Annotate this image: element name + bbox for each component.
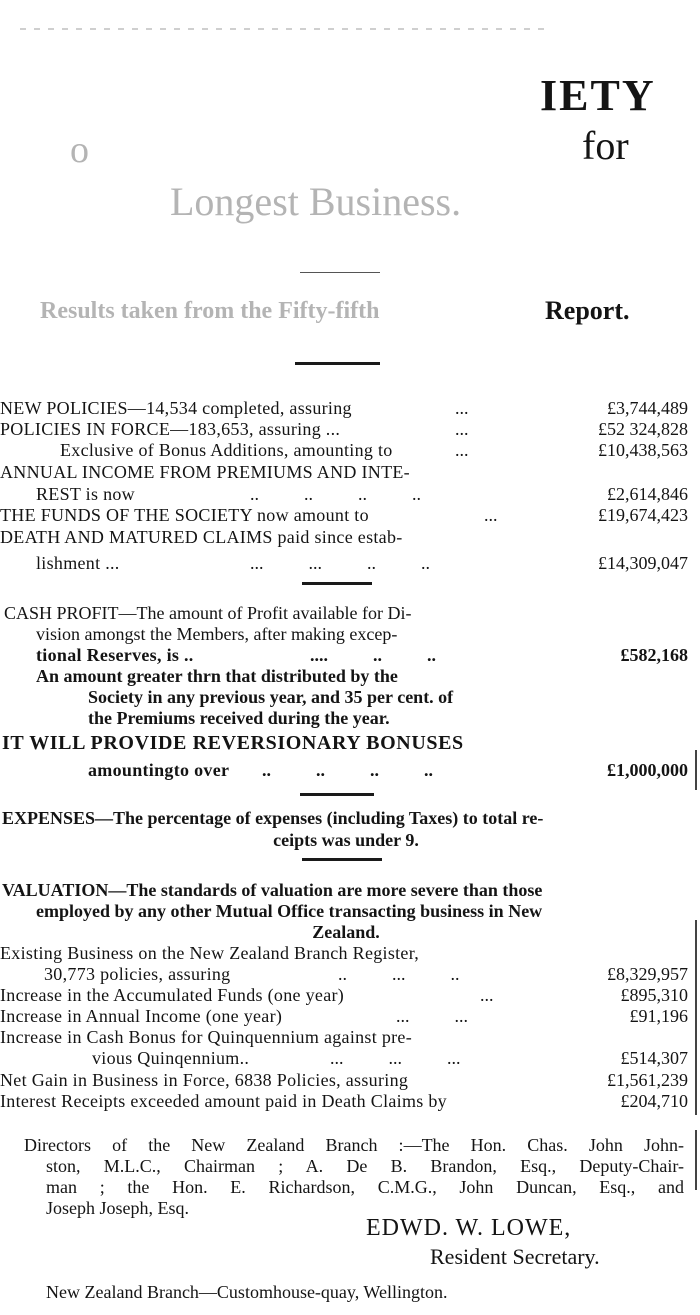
stat-leader: .... .. .. bbox=[310, 645, 436, 665]
stat-label: 30,773 policies, assuring bbox=[44, 964, 231, 984]
cash-profit-line: CASH PROFIT—The amount of Profit available for Di- bbox=[4, 603, 412, 623]
cash-profit-note: An amount greater thrn that distributed by the bbox=[36, 666, 398, 686]
stat-value: £52 324,828 bbox=[598, 419, 688, 439]
stat-label: REST is now bbox=[36, 484, 135, 504]
stat-value: £10,438,563 bbox=[598, 440, 688, 460]
stat-label: Increase in the Accumulated Funds (one year) bbox=[0, 985, 345, 1005]
stat-value: £1,561,239 bbox=[607, 1070, 688, 1090]
stat-label: Increase in Annual Income (one year) bbox=[0, 1006, 283, 1026]
section-divider-2 bbox=[302, 582, 372, 585]
section-divider-3 bbox=[300, 793, 374, 796]
stat-leader: .. ... .. bbox=[338, 964, 460, 984]
cash-profit-value: £582,168 bbox=[620, 645, 688, 665]
expenses-line: ceipts was under 9. bbox=[273, 830, 419, 850]
society-heading: IETY bbox=[540, 71, 656, 120]
valuation-line: employed by any other Mutual Office transacting business in New bbox=[36, 901, 543, 921]
stat-label: POLICIES IN FORCE—183,653, assuring ... bbox=[0, 419, 341, 439]
valuation-line: VALUATION—The standards of valuation are more severe than those bbox=[2, 880, 543, 900]
report-word: Report. bbox=[545, 296, 630, 325]
reversionary-heading: IT WILL PROVIDE REVERSIONARY BONUSES bbox=[2, 732, 464, 754]
reversionary-value: £1,000,000 bbox=[607, 760, 688, 780]
stat-label: Increase in Cash Bonus for Quinquennium against pre- bbox=[0, 1027, 413, 1047]
stat-leader: ... bbox=[455, 398, 469, 418]
stat-value: £204,710 bbox=[620, 1091, 688, 1111]
section-divider-1 bbox=[295, 362, 380, 365]
stat-leader: .. .. .. .. bbox=[250, 484, 421, 504]
directors-line: Directors of the New Zealand Branch :—The Hon. Chas. John John- bbox=[24, 1135, 684, 1155]
stat-label: NEW POLICIES—14,534 completed, assuring bbox=[0, 398, 352, 418]
cash-profit-note: Society in any previous year, and 35 per cent. of bbox=[88, 687, 454, 707]
stat-label: DEATH AND MATURED CLAIMS paid since estab- bbox=[0, 527, 403, 547]
section-divider-4 bbox=[302, 858, 382, 861]
stat-leader: ... bbox=[455, 440, 469, 460]
directors-line: Joseph Joseph, Esq. bbox=[46, 1198, 189, 1218]
stat-label: ANNUAL INCOME FROM PREMIUMS AND INTE- bbox=[0, 462, 410, 482]
stat-label: vious Quinqennium.. bbox=[92, 1048, 250, 1068]
stat-value: £91,196 bbox=[629, 1006, 688, 1026]
cash-profit-note: the Premiums received during the year. bbox=[88, 708, 390, 728]
stat-value: £3,744,489 bbox=[607, 398, 688, 418]
stat-label: lishment ... bbox=[36, 553, 120, 573]
cash-profit-line: vision amongst the Members, after making excep- bbox=[36, 624, 398, 644]
bracket-line bbox=[695, 750, 697, 790]
stat-label: Exclusive of Bonus Additions, amounting to bbox=[60, 440, 393, 460]
directors-line: man ; the Hon. E. Richardson, C.M.G., John Duncan, Esq., and bbox=[46, 1177, 684, 1197]
stat-label: Net Gain in Business in Force, 6838 Policies, assuring bbox=[0, 1070, 409, 1090]
stat-label: Existing Business on the New Zealand Branch Register, bbox=[0, 943, 420, 963]
signature-title: Resident Secretary. bbox=[430, 1244, 600, 1269]
expenses-line: EXPENSES—The percentage of expenses (including Taxes) to total re- bbox=[2, 808, 544, 828]
stat-value: £895,310 bbox=[620, 985, 688, 1005]
stat-label: THE FUNDS OF THE SOCIETY now amount to bbox=[0, 505, 369, 525]
stat-value: £14,309,047 bbox=[598, 553, 688, 573]
top-faded-line bbox=[20, 28, 550, 30]
headline-left: o bbox=[70, 129, 89, 171]
stat-leader: ... bbox=[484, 505, 498, 525]
directors-line: ston, M.L.C., Chairman ; A. De B. Brandon, Esq., Deputy-Chair- bbox=[46, 1156, 684, 1176]
stat-value: £8,329,957 bbox=[607, 964, 688, 984]
reversionary-label: amountingto over bbox=[88, 760, 230, 780]
stat-label: Interest Receipts exceeded amount paid in Death Claims by bbox=[0, 1091, 447, 1111]
stat-leader: ... bbox=[480, 985, 494, 1005]
header-divider-short bbox=[300, 272, 380, 273]
branch-address: New Zealand Branch—Customhouse-quay, Wellington. bbox=[46, 1282, 448, 1302]
stat-leader: ... ... .. .. bbox=[250, 553, 430, 573]
results-subheading: Results taken from the Fifty-fifth bbox=[40, 298, 380, 324]
stat-value: £19,674,423 bbox=[598, 505, 688, 525]
valuation-line: Zealand. bbox=[312, 922, 380, 942]
cash-profit-line: tional Reserves, is .. bbox=[36, 645, 194, 665]
bracket-line bbox=[695, 1130, 697, 1190]
signature-name: EDWD. W. LOWE, bbox=[366, 1215, 572, 1241]
bracket-line bbox=[695, 920, 697, 1115]
stat-leader: ... bbox=[455, 419, 469, 439]
stat-value: £514,307 bbox=[620, 1048, 688, 1068]
stat-leader: ... ... ... bbox=[330, 1048, 461, 1068]
stat-leader: .. .. .. .. bbox=[262, 760, 433, 780]
headline-right: for bbox=[582, 123, 629, 168]
stat-value: £2,614,846 bbox=[607, 484, 688, 504]
stat-leader: ... ... bbox=[396, 1006, 468, 1026]
headline-line3: Longest Business. bbox=[170, 179, 462, 224]
